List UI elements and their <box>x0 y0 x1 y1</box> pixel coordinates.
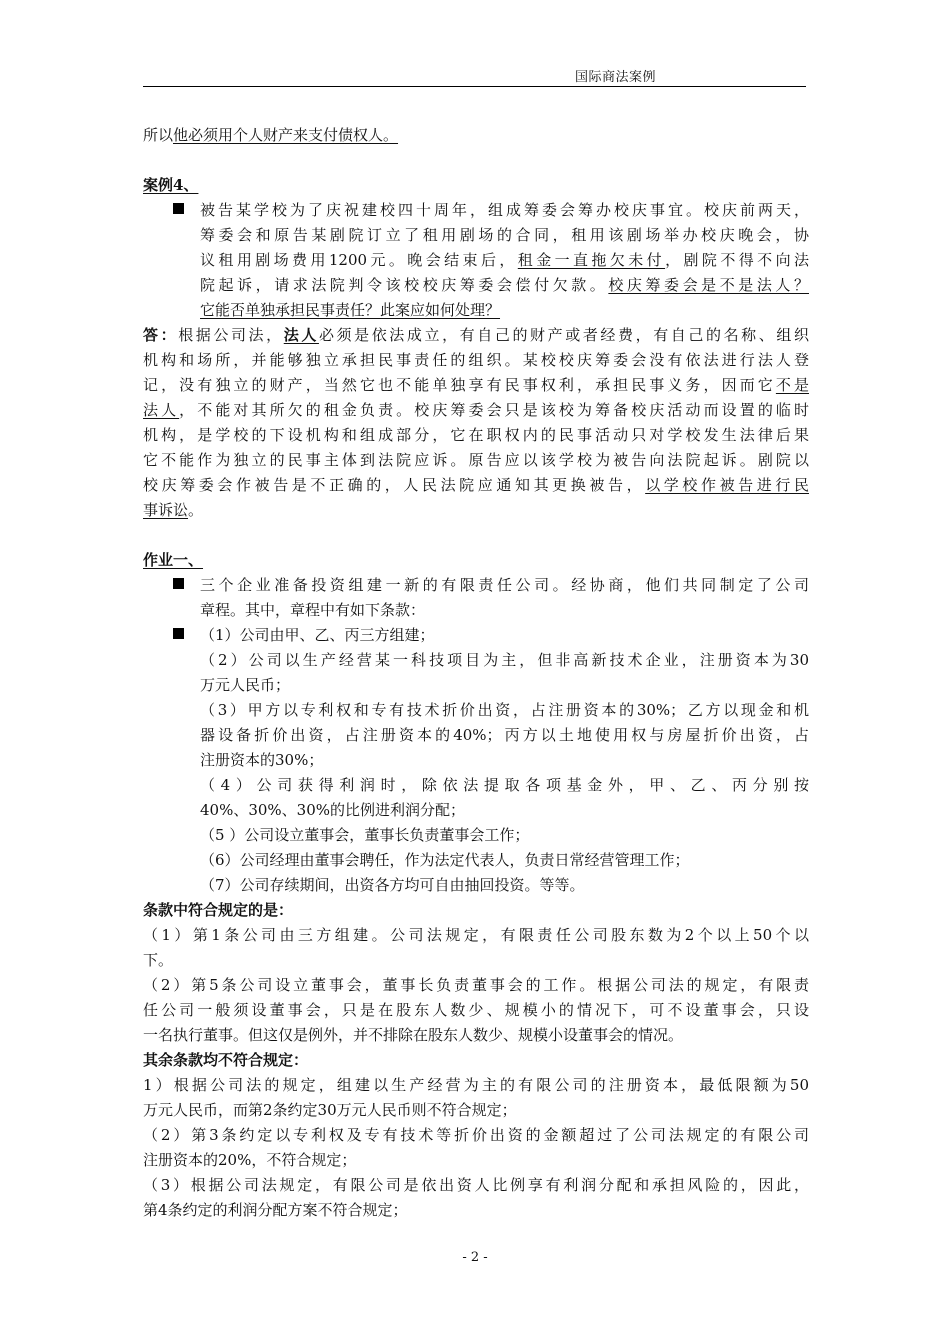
bullet-square-icon <box>173 203 184 214</box>
bullet-square-icon <box>173 628 184 639</box>
case4-question: 被告某学校为了庆祝建校四十周年，组成筹委会筹办校庆事宜。校庆前两天， 筹委会和原告某剧院订立了租用剧场的合同，租用该剧场举办校庆晚会，协 议租用剧场费用1200元。晚会结束后，租金一直拖欠未付，剧院不得不向法 院起诉，请求法院判令该校校庆筹委会偿付欠款。校庆筹委会是不是法人？ 它能否单独承担民事责任？此案应如何处理？ <box>143 198 809 323</box>
bullet-square-icon <box>173 578 184 589</box>
page-number: - 2 - <box>462 1250 488 1265</box>
intro-line <box>143 123 809 148</box>
compliant-heading: 条款中符合规定的是： <box>143 901 294 919</box>
page-header <box>143 64 806 87</box>
intro-underlined: 他必须用个人财产来支付债权人。 <box>173 126 399 144</box>
homework1-heading: 作业一、 <box>143 551 204 569</box>
homework1-intro: 三个企业准备投资组建一新的有限责任公司。经协商，他们共同制定了公司 章程。其中，章程中有如下条款： <box>143 573 809 623</box>
noncompliant-heading: 其余条款均不符合规定： <box>143 1051 309 1069</box>
homework1-clauses: （1）公司由甲、乙、丙三方组建； （2）公司以生产经营某一科技项目为主，但非高新技术企业，注册资本为30 万元人民币； （3）甲方以专利权和专有技术折价出资，占注册资本的30%；乙方以现金和机 器设备折价出资，占注册资本的40%；丙方以土地使用权与房屋折价出资，占 注册资本的30%； （4）公司获得利润时，除依法提取各项基金外，甲、乙、丙分别按 40%、30%、30%的比例进利润分配； （5 ）公司设立董事会，董事长负责董事会工作； （6）公司经理由董事会聘任，作为法定代表人，负责日常经营管理工作； （7）公司存续期间，出资各方均可自由抽回投资。等等。 <box>143 623 809 898</box>
document-body: 所以他必须用个人财产来支付债权人。 案例4、 被告某学校为了庆祝建校四十周年，组成筹委会筹办校庆事宜。校庆前两天， 筹委会和原告某剧院订立了租用剧场的合同，租用该剧场举办校庆晚会，协 议租用剧场费用1200元。晚会结束后，租金一直拖欠未付，剧院不得不向法 院起诉，请求法院判令该校校庆筹委会偿付欠款。校庆筹委会是不是法人？ 它能否单独承担民事责任？此案应如何处理？ 答：根据公司法，法人必须是依法成立，有自己的财产或者经费，有自己的名称、组织 机构和场所，并能够独立承担民事责任的组织。某校校庆筹委会没有依法进行法人登 记，没有独立的财产，当然它也不能单独享有民事权利，承担民事义务，因而它不是 法人，不能对其所欠的租金负责。校庆筹委会只是该校为筹备校庆活动而设置的临时 机构，是学校的下设机构和组成部分，它在职权内的民事活动只对学校发生法律后果 它不能作为独立的民事主体到法院应诉。原告应以该学校为被告向法院起诉。剧院以 校庆筹委会作被告是不正确的，人民法院应通知其更换被告，以学校作被告进行民 事诉讼。 作业一、 三个企业准备投资组建一新的有限责任公司。经协商，他们共同制定了公司 章程。其中，章程中有如下条款： （1）公司由甲、乙、丙三方组建； （2）公司以生产经营某一科技项目为主，但非高新技术企业，注册资本为30 万元人民币； （3）甲方以专利权和专有技术折价出资，占注册资本的30%；乙方以现金和机 器设备折价出资，占注册资本的40%；丙方以土地使用权与房屋折价出资，占 注册资本的30%； （4）公司获得利润时，除依法提取各项基金外，甲、乙、丙分别按 40%、30%、30%的比例进利润分配； （5 ）公司设立董事会，董事长负责董事会工作； （6）公司经理由董事会聘任，作为法定代表人，负责日常经营管理工作； （7）公司存续期间，出资各方均可自由抽回投资。等等。 条款中符合规定的是： （1）第1条公司由三方组建。公司法规定，有限责任公司股东数为2个以上50个以 下。 （2）第5条公司设立董事会，董事长负责董事会的工作。根据公司法的规定，有限责 任公司一般须设董事会，只是在股东人数少、规模小的情况下，可不设董事会，只设 一名执行董事。但这仅是例外，并不排除在股东人数少、规模小设董事会的情况。 其余条款均不符合规定： 1）根据公司法的规定，组建以生产经营为主的有限公司的注册资本，最低限额为50 万元人民币，而第2条约定30万元人民币则不符合规定； （2）第3条约定以专利权及专有技术等折价出资的金额超过了公司法规定的有限公司 注册资本的20%，不符合规定； （3）根据公司法规定，有限公司是依出资人比例享有利润分配和承担风险的，因此， 第4条约定的利润分配方案不符合规定； <box>143 123 809 1223</box>
header-title: 国际商法案例 <box>574 70 656 85</box>
answer-label: 答： <box>143 326 179 344</box>
intro-prefix: 所以 <box>143 126 174 144</box>
case4-answer: 答：根据公司法，法人必须是依法成立，有自己的财产或者经费，有自己的名称、组织 机构和场所，并能够独立承担民事责任的组织。某校校庆筹委会没有依法进行法人登 记，没有独立的财产，当然它也不能单独享有民事权利，承担民事义务，因而它不是 法人，不能对其所欠的租金负责。校庆筹委会只是该校为筹备校庆活动而设置的临时 机构，是学校的下设机构和组成部分，它在职权内的民事活动只对学校发生法律后果 它不能作为独立的民事主体到法院应诉。原告应以该学校为被告向法院起诉。剧院以 校庆筹委会作被告是不正确的，人民法院应通知其更换被告，以学校作被告进行民 事诉讼。 <box>143 326 809 519</box>
case4-heading: 案例4、 <box>143 176 199 194</box>
